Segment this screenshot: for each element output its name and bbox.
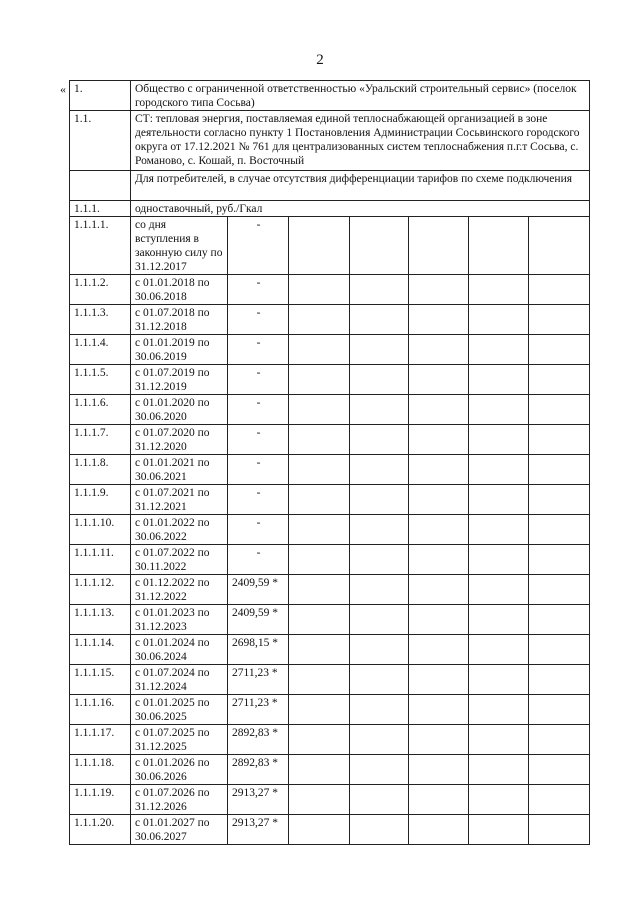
period-cell: с 01.07.2022 по 30.11.2022 [131, 545, 228, 575]
empty-cell [409, 425, 469, 455]
empty-cell [350, 755, 409, 785]
period-cell: с 01.01.2024 по 30.06.2024 [131, 635, 228, 665]
empty-cell [469, 665, 529, 695]
empty-cell [529, 815, 590, 845]
empty-cell [409, 305, 469, 335]
empty-cell [350, 545, 409, 575]
empty-cell [350, 815, 409, 845]
header-row [70, 111, 590, 171]
empty-cell [529, 785, 590, 815]
empty-cell [289, 815, 350, 845]
row-number-cell: 1.1.1.14. [70, 635, 131, 665]
empty-cell [469, 545, 529, 575]
empty-cell [289, 365, 350, 395]
table-row [70, 785, 590, 815]
row-number-cell: 1.1.1.2. [70, 275, 131, 305]
period-cell: с 01.01.2025 по 30.06.2025 [131, 695, 228, 725]
period-cell: с 01.01.2023 по 31.12.2023 [131, 605, 228, 635]
empty-cell [409, 575, 469, 605]
period-cell: с 01.07.2024 по 31.12.2024 [131, 665, 228, 695]
table-row [70, 725, 590, 755]
table-row [70, 335, 590, 365]
empty-cell [409, 635, 469, 665]
empty-cell [289, 605, 350, 635]
empty-cell [529, 725, 590, 755]
empty-cell [289, 515, 350, 545]
period-cell: с 01.07.2018 по 31.12.2018 [131, 305, 228, 335]
empty-cell [289, 785, 350, 815]
table-row [70, 815, 590, 845]
empty-cell [529, 305, 590, 335]
empty-cell [409, 605, 469, 635]
empty-cell [350, 635, 409, 665]
empty-cell [289, 635, 350, 665]
period-cell: с 01.01.2021 по 30.06.2021 [131, 455, 228, 485]
empty-cell [409, 485, 469, 515]
tariff-value-cell: - [228, 515, 289, 545]
empty-cell [529, 365, 590, 395]
period-cell: с 01.01.2026 по 30.06.2026 [131, 755, 228, 785]
empty-cell [469, 395, 529, 425]
empty-cell [350, 785, 409, 815]
header-text-cell: СТ: тепловая энергия, поставляемая единой теплоснабжающей организацией в зоне деятельности согласно пункту 1 Постановления Администрации Сосьвинского городского округа от 17.12.2021 № 761 для централизованных систем теплоснабжения п.г.т Сосьва, с. Романово, с. Кошай, п. Восточный [131, 111, 590, 171]
empty-cell [289, 755, 350, 785]
row-number-cell: 1.1.1.6. [70, 395, 131, 425]
empty-cell [529, 275, 590, 305]
empty-cell [469, 785, 529, 815]
empty-cell [350, 335, 409, 365]
header-text-cell: Общество с ограниченной ответственностью «Уральский строительный сервис» (поселок городского типа Сосьва) [131, 81, 590, 111]
empty-cell [409, 665, 469, 695]
empty-cell [529, 575, 590, 605]
empty-cell [289, 575, 350, 605]
row-number-cell: 1.1.1.7. [70, 425, 131, 455]
period-cell: с 01.01.2027 по 30.06.2027 [131, 815, 228, 845]
row-number-cell: 1.1.1.17. [70, 725, 131, 755]
empty-cell [529, 335, 590, 365]
empty-cell [350, 665, 409, 695]
table-row [70, 395, 590, 425]
header-number-cell: 1.1.1. [70, 201, 131, 217]
table-row [70, 755, 590, 785]
empty-cell [409, 455, 469, 485]
empty-cell [409, 545, 469, 575]
empty-cell [529, 455, 590, 485]
empty-cell [529, 605, 590, 635]
row-number-cell: 1.1.1.18. [70, 755, 131, 785]
table-row [70, 575, 590, 605]
tariff-value-cell: - [228, 365, 289, 395]
opening-quote-mark: « [60, 82, 66, 96]
empty-cell [350, 275, 409, 305]
tariff-value-cell: - [228, 455, 289, 485]
table-row [70, 275, 590, 305]
empty-cell [529, 515, 590, 545]
period-cell: со дня вступления в законную силу по 31.12.2017 [131, 217, 228, 275]
row-number-cell: 1.1.1.9. [70, 485, 131, 515]
empty-cell [409, 217, 469, 275]
tariff-value-cell: - [228, 395, 289, 425]
empty-cell [350, 305, 409, 335]
period-cell: с 01.07.2026 по 31.12.2026 [131, 785, 228, 815]
row-number-cell: 1.1.1.20. [70, 815, 131, 845]
tariff-value-cell: - [228, 217, 289, 275]
empty-cell [469, 515, 529, 545]
empty-cell [409, 395, 469, 425]
tariff-value-cell: 2409,59 * [228, 605, 289, 635]
tariff-value-cell: - [228, 305, 289, 335]
row-number-cell: 1.1.1.19. [70, 785, 131, 815]
empty-cell [289, 695, 350, 725]
period-cell: с 01.07.2021 по 31.12.2021 [131, 485, 228, 515]
empty-cell [350, 425, 409, 455]
empty-cell [289, 217, 350, 275]
table-row [70, 305, 590, 335]
tariff-value-cell: - [228, 335, 289, 365]
empty-cell [469, 455, 529, 485]
period-cell: с 01.01.2018 по 30.06.2018 [131, 275, 228, 305]
table-row [70, 455, 590, 485]
empty-cell [350, 455, 409, 485]
header-row [70, 81, 590, 111]
row-number-cell: 1.1.1.4. [70, 335, 131, 365]
empty-cell [409, 725, 469, 755]
empty-cell [469, 725, 529, 755]
empty-cell [529, 425, 590, 455]
row-number-cell: 1.1.1.16. [70, 695, 131, 725]
table-row [70, 665, 590, 695]
empty-cell [350, 395, 409, 425]
empty-cell [529, 665, 590, 695]
table-row [70, 485, 590, 515]
empty-cell [350, 725, 409, 755]
row-number-cell: 1.1.1.10. [70, 515, 131, 545]
empty-cell [469, 605, 529, 635]
empty-cell [469, 217, 529, 275]
empty-cell [469, 815, 529, 845]
header-number-cell: 1.1. [70, 111, 131, 171]
empty-cell [289, 485, 350, 515]
table-row [70, 365, 590, 395]
header-text-cell: Для потребителей, в случае отсутствия дифференциации тарифов по схеме подключения [131, 171, 590, 201]
empty-cell [289, 725, 350, 755]
empty-cell [469, 575, 529, 605]
tariff-value-cell: 2711,23 * [228, 695, 289, 725]
period-cell: с 01.01.2020 по 30.06.2020 [131, 395, 228, 425]
empty-cell [350, 515, 409, 545]
tariff-table [69, 80, 590, 845]
empty-cell [409, 365, 469, 395]
tariff-value-cell: - [228, 275, 289, 305]
empty-cell [529, 695, 590, 725]
table-row [70, 545, 590, 575]
tariff-value-cell: 2892,83 * [228, 725, 289, 755]
empty-cell [350, 217, 409, 275]
empty-cell [289, 335, 350, 365]
row-number-cell: 1.1.1.5. [70, 365, 131, 395]
empty-cell [409, 785, 469, 815]
empty-cell [469, 485, 529, 515]
empty-cell [289, 395, 350, 425]
page-number: 2 [316, 52, 324, 68]
empty-cell [469, 635, 529, 665]
row-number-cell: 1.1.1.12. [70, 575, 131, 605]
table-row [70, 635, 590, 665]
empty-cell [409, 275, 469, 305]
row-number-cell: 1.1.1.13. [70, 605, 131, 635]
row-number-cell: 1.1.1.8. [70, 455, 131, 485]
empty-cell [289, 425, 350, 455]
table-row [70, 695, 590, 725]
empty-cell [289, 305, 350, 335]
empty-cell [469, 305, 529, 335]
tariff-table-body [70, 81, 590, 845]
period-cell: с 01.07.2025 по 31.12.2025 [131, 725, 228, 755]
empty-cell [350, 605, 409, 635]
empty-cell [409, 815, 469, 845]
tariff-value-cell: 2711,23 * [228, 665, 289, 695]
empty-cell [350, 485, 409, 515]
empty-cell [529, 217, 590, 275]
empty-cell [409, 755, 469, 785]
tariff-value-cell: - [228, 425, 289, 455]
empty-cell [409, 515, 469, 545]
empty-cell [409, 335, 469, 365]
empty-cell [469, 695, 529, 725]
empty-cell [289, 275, 350, 305]
header-number-cell: 1. [70, 81, 131, 111]
empty-cell [469, 425, 529, 455]
empty-cell [289, 455, 350, 485]
tariff-value-cell: - [228, 545, 289, 575]
empty-cell [350, 365, 409, 395]
tariff-value-cell: 2913,27 * [228, 785, 289, 815]
empty-cell [469, 365, 529, 395]
row-number-cell: 1.1.1.1. [70, 217, 131, 275]
empty-cell [469, 275, 529, 305]
empty-cell [529, 485, 590, 515]
table-row [70, 217, 590, 275]
table-row [70, 425, 590, 455]
empty-cell [529, 635, 590, 665]
tariff-value-cell: 2698,15 * [228, 635, 289, 665]
row-number-cell: 1.1.1.3. [70, 305, 131, 335]
empty-cell [350, 695, 409, 725]
empty-cell [469, 755, 529, 785]
header-text-cell: одноставочный, руб./Гкал [131, 201, 590, 217]
tariff-value-cell: - [228, 485, 289, 515]
empty-cell [289, 665, 350, 695]
empty-cell [529, 545, 590, 575]
row-number-cell: 1.1.1.11. [70, 545, 131, 575]
header-number-cell [70, 171, 131, 201]
empty-cell [409, 695, 469, 725]
period-cell: с 01.12.2022 по 31.12.2022 [131, 575, 228, 605]
period-cell: с 01.07.2020 по 31.12.2020 [131, 425, 228, 455]
tariff-value-cell: 2409,59 * [228, 575, 289, 605]
table-row [70, 515, 590, 545]
empty-cell [529, 395, 590, 425]
period-cell: с 01.01.2019 по 30.06.2019 [131, 335, 228, 365]
empty-cell [469, 335, 529, 365]
empty-cell [529, 755, 590, 785]
row-number-cell: 1.1.1.15. [70, 665, 131, 695]
tariff-value-cell: 2913,27 * [228, 815, 289, 845]
empty-cell [289, 545, 350, 575]
header-row [70, 171, 590, 201]
empty-cell [350, 575, 409, 605]
header-row [70, 201, 590, 217]
period-cell: с 01.07.2019 по 31.12.2019 [131, 365, 228, 395]
tariff-value-cell: 2892,83 * [228, 755, 289, 785]
table-row [70, 605, 590, 635]
period-cell: с 01.01.2022 по 30.06.2022 [131, 515, 228, 545]
